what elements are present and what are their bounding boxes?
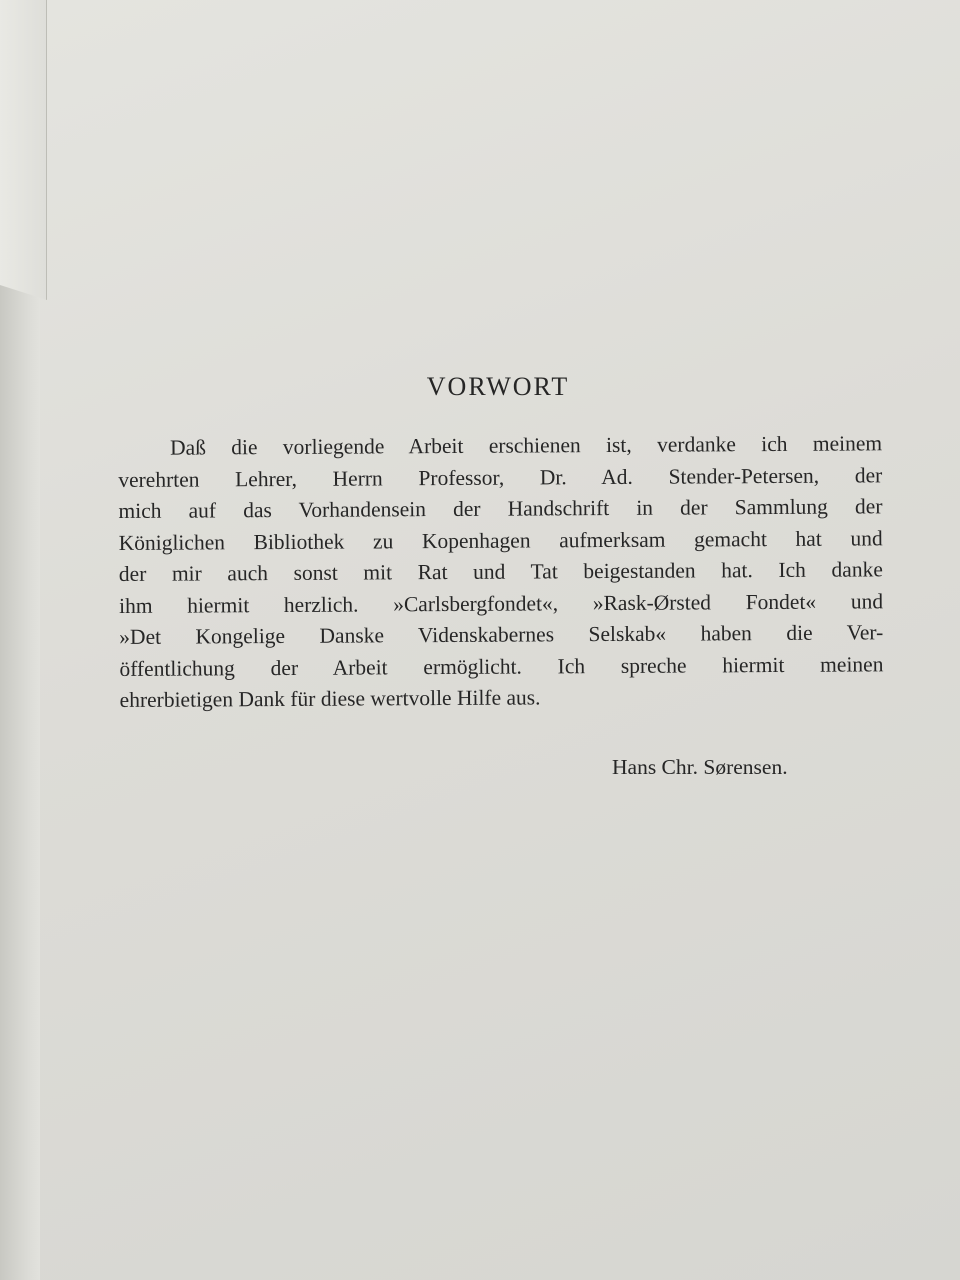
paragraph-line: der mir auch sonst mit Rat und Tat beigestanden hat. Ich danke [118, 557, 883, 586]
paragraph-line: Daß die vorliegende Arbeit erschienen ist, verdanke ich meinem [170, 431, 883, 460]
author-signature: Hans Chr. Sørensen. [612, 755, 788, 779]
paragraph-line: Königlichen Bibliothek zu Kopenhagen aufmerksam gemacht hat und [118, 525, 883, 555]
previous-page-edge [0, 0, 47, 300]
page-heading: VORWORT [426, 372, 570, 401]
paragraph-line: ihm hiermit herzlich. »Carlsbergfondet«, »Rask-Ørsted Fondet« und [118, 588, 884, 618]
paragraph-line: ehrerbietigen Dank für diese wertvolle Hilfe aus. [119, 685, 541, 712]
paragraph-line: verehrten Lehrer, Herrn Professor, Dr. Ad. Stender-Petersen, der [118, 462, 883, 492]
foreword-paragraph [118, 428, 884, 716]
paragraph-line: »Det Kongelige Danske Videnskabernes Selskab« haben die Ver- [119, 620, 884, 649]
paragraph-line: öffentlichung der Arbeit ermöglicht. Ich spreche hiermit meinen [119, 651, 884, 681]
paragraph-line: mich auf das Vorhandensein der Handschrift in der Sammlung der [118, 494, 883, 523]
